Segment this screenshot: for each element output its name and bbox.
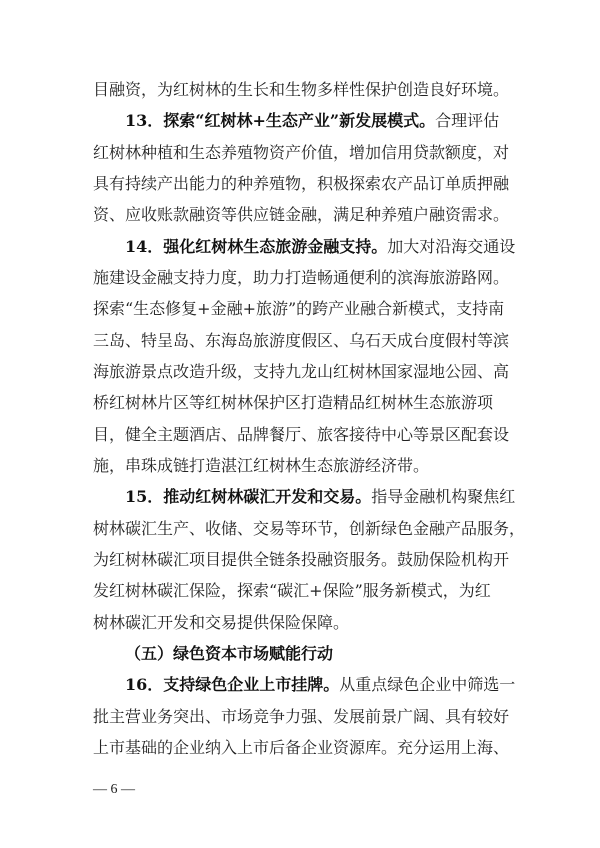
bold-heading: （五）绿色资本市场赋能行动 xyxy=(125,643,334,663)
text-line xyxy=(93,607,513,638)
text-line xyxy=(93,356,513,387)
text-line xyxy=(93,387,513,418)
text-line xyxy=(93,199,513,230)
body-text: 从重点绿色企业中筛选一 xyxy=(339,675,516,695)
body-text: 树林碳汇生产、收储、交易等环节，创新绿色金融产品服务， xyxy=(93,518,526,538)
body-text: 上市基础的企业纳入上市后备企业资源库。充分运用上海、 xyxy=(93,737,510,757)
text-line xyxy=(93,74,513,105)
heading-line xyxy=(93,638,513,669)
heading-line xyxy=(93,669,516,700)
document-body xyxy=(93,74,526,763)
body-text: 资、应收账款融资等供应链金融，满足种养殖户融资需求。 xyxy=(93,205,510,225)
body-text: 海旅游景点改造升级，支持九龙山红树林国家湿地公园、高 xyxy=(93,361,510,381)
text-line xyxy=(93,450,513,481)
body-text: 目，健全主题酒店、品牌餐厅、旅客接待中心等景区配套设 xyxy=(93,424,510,444)
bold-heading: 15．推动红树林碳汇开发和交易。 xyxy=(125,487,372,507)
body-text: 具有持续产出能力的种养殖物，积极探索农产品订单质押融 xyxy=(93,173,510,193)
text-line xyxy=(93,575,513,606)
bold-heading: 13．探索“红树林+生态产业”新发展模式。 xyxy=(125,111,436,131)
body-text: 三岛、特呈岛、东海岛旅游度假区、乌石天成台度假村等滨 xyxy=(93,330,510,350)
body-text: 桥红树林片区等红树林保护区打造精品红树林生态旅游项 xyxy=(93,393,494,413)
body-text: 施建设金融支持力度，助力打造畅通便利的滨海旅游路网。 xyxy=(93,267,510,287)
body-text: 发红树林碳汇保险，探索“碳汇+保险”服务新模式，为红 xyxy=(93,581,491,601)
body-text: 探索“生态修复+金融+旅游”的跨产业融合新模式，支持南 xyxy=(93,299,505,319)
text-line xyxy=(93,513,526,544)
body-text: 施，串珠成链打造湛江红树林生态旅游经济带。 xyxy=(93,455,430,475)
body-text: 批主营业务突出、市场竞争力强、发展前景广阔、具有较好 xyxy=(93,706,510,726)
text-line xyxy=(93,168,513,199)
bold-heading: 14．强化红树林生态旅游金融支持。 xyxy=(125,236,388,256)
body-text: 树林碳汇开发和交易提供保险保障。 xyxy=(93,612,350,632)
heading-line xyxy=(93,481,516,512)
heading-line xyxy=(93,231,516,262)
body-text: 红树林种植和生态养殖物资产价值，增加信用贷款额度，对 xyxy=(93,142,510,162)
body-text: 指导金融机构聚焦红 xyxy=(371,487,516,507)
heading-line xyxy=(93,105,513,136)
body-text: 为红树林碳汇项目提供全链条投融资服务。鼓励保险机构开 xyxy=(93,549,510,569)
page-number: — 6 — xyxy=(93,782,135,797)
text-line xyxy=(93,419,513,450)
text-line xyxy=(93,262,513,293)
body-text: 目融资，为红树林的生长和生物多样性保护创造良好环境。 xyxy=(93,80,510,99)
text-line xyxy=(93,137,513,168)
text-line xyxy=(93,732,513,763)
body-text: 合理评估 xyxy=(435,111,500,131)
text-line xyxy=(93,325,513,356)
text-line xyxy=(93,293,513,324)
bold-heading: 16．支持绿色企业上市挂牌。 xyxy=(125,675,340,695)
body-text: 加大对沿海交通设 xyxy=(387,236,516,256)
text-line xyxy=(93,544,513,575)
text-line xyxy=(93,701,513,732)
